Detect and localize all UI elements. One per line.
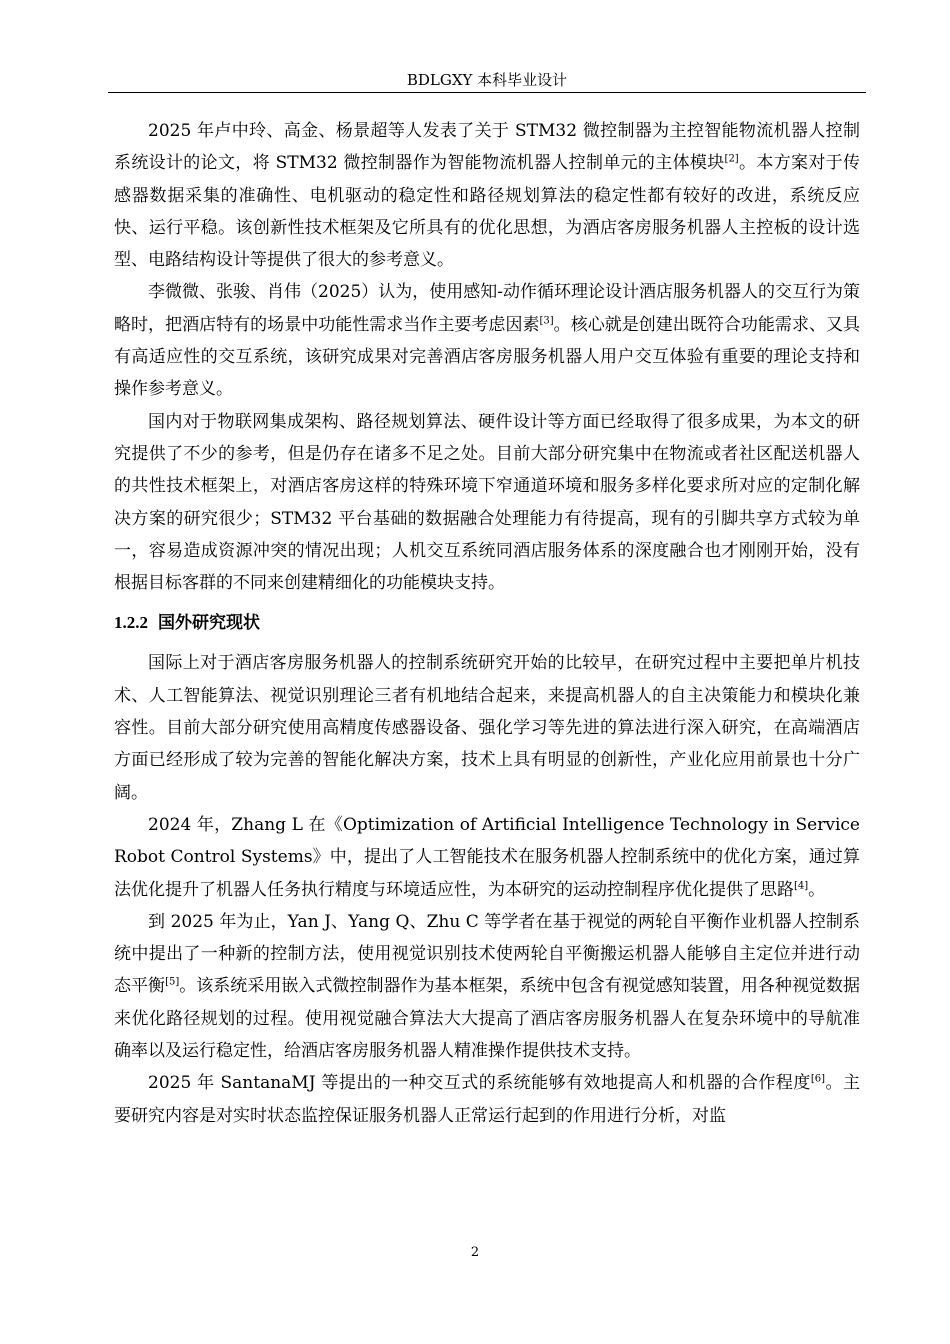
- paragraph-text-tail: 。核心就是创建出既符合功能需求、又具有高适应性的交互系统，该研究成果对完善酒店客房服务机器人用户交互体验有重要的理论支持和操作参考意义。: [114, 314, 861, 400]
- header-rule: [108, 92, 866, 93]
- body-paragraph: [114, 809, 860, 906]
- section-title: 国外研究现状: [158, 613, 260, 634]
- body-paragraph: [114, 1067, 860, 1132]
- paragraph-text-tail: 。该系统采用嵌入式微控制器作为基本框架，系统中包含有视觉感知装置，用各种视觉数据来优化路径规划的过程。使用视觉融合算法大大提高了酒店客房服务机器人在复杂环境中的导航准确率以及运行稳定性，给酒店客房服务机器人精准操作提供技术支持。: [114, 976, 861, 1062]
- page-number: 2: [470, 1245, 480, 1260]
- paragraph-text: 2025 年 SantanaMJ 等提出的一种交互式的系统能够有效地提高人和机器的合作程度: [148, 1073, 811, 1094]
- paragraph-text: 国际上对于酒店客房服务机器人的控制系统研究开始的比较早，在研究过程中主要把单片机技术、人工智能算法、视觉识别理论三者有机地结合起来，来提高机器人的自主决策能力和模块化兼容性。目前大部分研究使用高精度传感器设备、强化学习等先进的算法进行深入研究，在高端酒店方面已经形成了较为完善的智能化解决方案，技术上具有明显的创新性，产业化应用前景也十分广阔。: [114, 653, 860, 803]
- page-body: [114, 115, 860, 1132]
- paragraphs-after: [114, 647, 860, 1131]
- body-paragraph: [114, 276, 860, 405]
- paragraph-text: 2024 年，Zhang L 在《Optimization of Artificial Intelligence Technology in Service Robot Control Systems》中，提出了人工智能技术在服务机器人控制系统中的优化方案，通过算法优化提升了机器人任务执行精度与环境适应性，为本研究的运动控制程序优化提供了思路: [114, 814, 860, 900]
- paragraph-text: 到 2025 年为止，Yan J、Yang Q、Zhu C 等学者在基于视觉的两轮自平衡作业机器人控制系统中提出了一种新的控制方法，使用视觉识别技术使两轮自平衡搬运机器人能够自主定位并进行动态平衡: [114, 911, 860, 997]
- citation-ref: [5]: [165, 976, 180, 988]
- paragraphs-before: [114, 115, 860, 599]
- paragraph-text: 李微微、张骏、肖伟（2025）认为，使用感知-动作循环理论设计酒店服务机器人的交互行为策略时，把酒店特有的场景中功能性需求当作主要考虑因素: [114, 282, 861, 335]
- paragraph-text-tail: 。本方案对于传感器数据采集的准确性、电机驱动的稳定性和路径规划算法的稳定性都有较好的改进，系统反应快、运行平稳。该创新性技术框架及它所具有的优化思想，为酒店客房服务机器人主控板的设计选型、电路结构设计等提供了很大的参考意义。: [114, 153, 860, 271]
- citation-ref: [2]: [724, 153, 739, 165]
- body-paragraph: [114, 647, 860, 808]
- paragraph-text: 国内对于物联网集成架构、路径规划算法、硬件设计等方面已经取得了很多成果，为本文的研究提供了不少的参考，但是仍存在诸多不足之处。目前大部分研究集中在物流或者社区配送机器人的共性技术框架上，对酒店客房这样的特殊环境下窄通道环境和服务多样化要求所对应的定制化解决方案的研究很少；STM32 平台基础的数据融合处理能力有待提高，现有的引脚共享方式较为单一，容易造成资源冲突的情况出现；人机交互系统同酒店服务体系的深度融合也才刚刚开始，没有根据目标客群的不同来创建精细化的功能模块支持。: [114, 411, 860, 594]
- citation-ref: [6]: [810, 1073, 826, 1085]
- paragraph-text-tail: 。主要研究内容是对实时状态监控保证服务机器人正常运行起到的作用进行分析，对监: [114, 1073, 860, 1126]
- citation-ref: [4]: [794, 879, 809, 891]
- section-heading: [114, 599, 860, 647]
- running-header: BDLGXY 本科毕业设计: [406, 71, 568, 89]
- citation-ref: [3]: [539, 315, 554, 327]
- body-paragraph: [114, 906, 860, 1067]
- body-paragraph: [114, 406, 860, 600]
- section-number: 1.2.2: [114, 613, 148, 633]
- paragraph-text-tail: 。: [808, 879, 826, 900]
- paragraph-text: 2025 年卢中玲、高金、杨景超等人发表了关于 STM32 微控制器为主控智能物流机器人控制系统设计的论文，将 STM32 微控制器作为智能物流机器人控制单元的主体模块: [114, 121, 860, 174]
- body-paragraph: [114, 115, 860, 276]
